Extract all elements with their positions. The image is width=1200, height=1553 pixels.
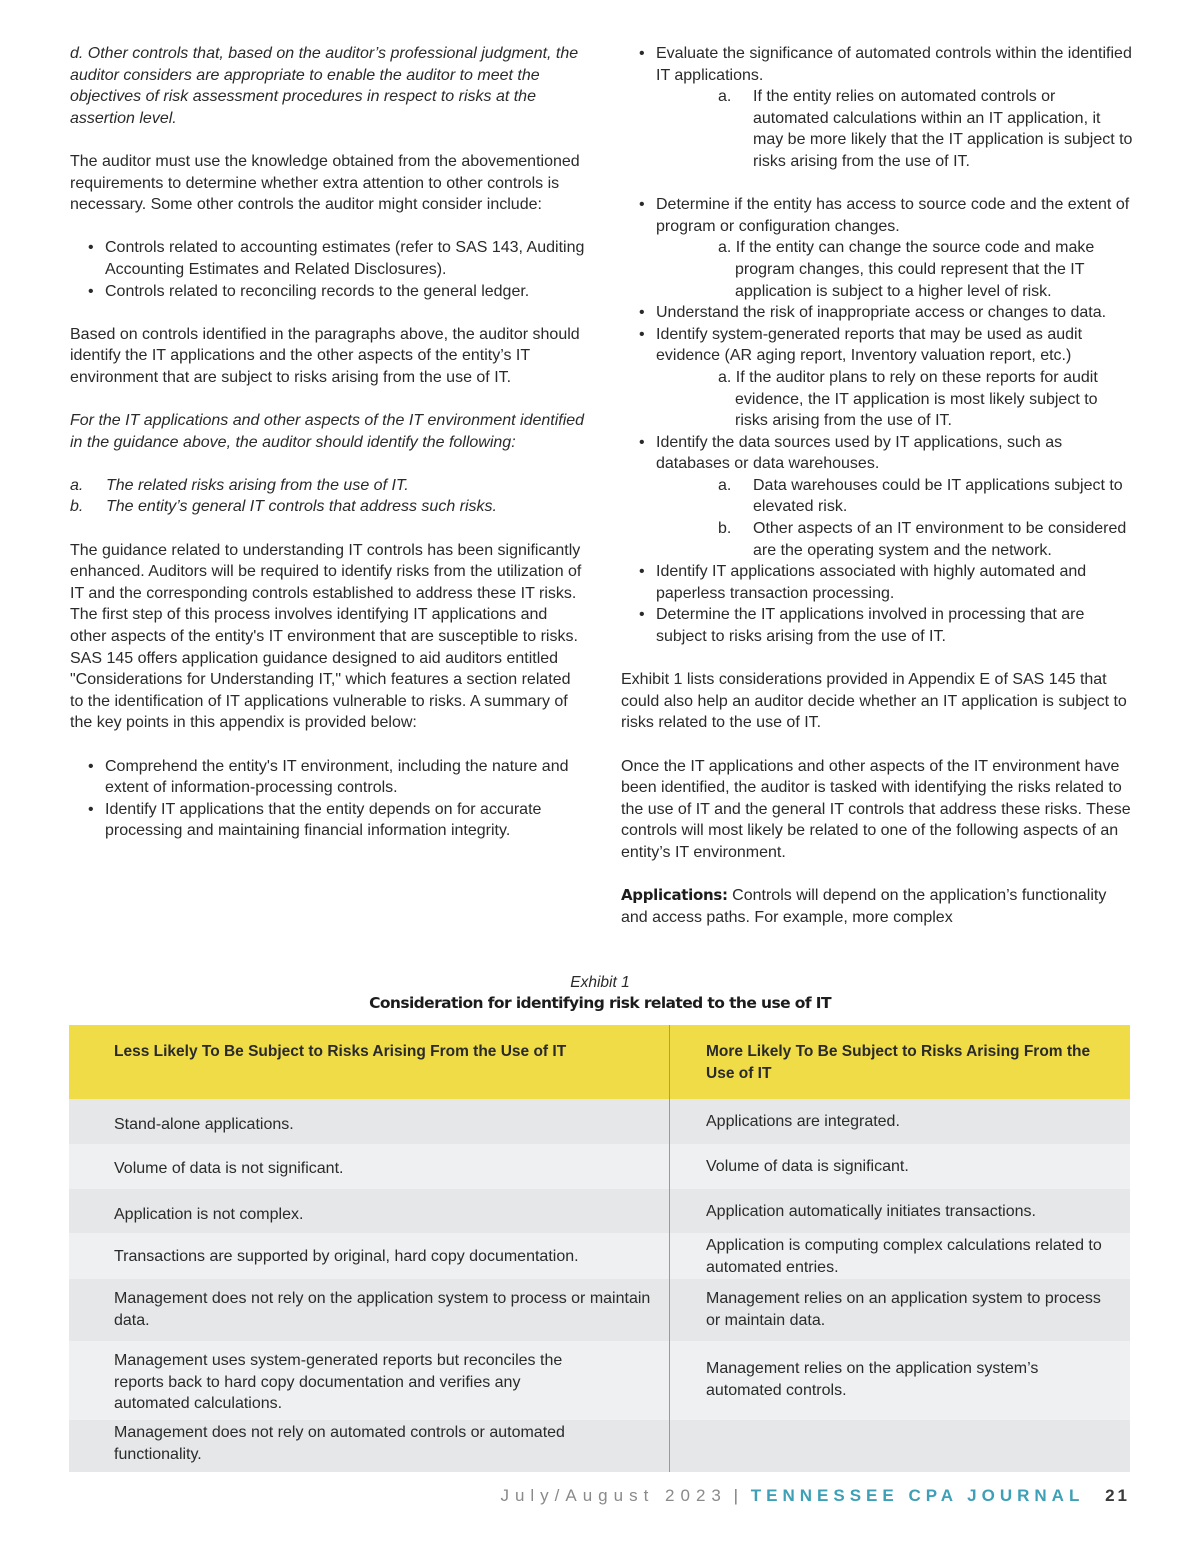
list-item-text: Other aspects of an IT environment to be considered are the operating system and the network.: [753, 520, 1127, 559]
list-marker: a.: [718, 476, 732, 494]
left-column: [70, 43, 585, 842]
list-item: • Determine the IT applications involved in processing that are subject to risks arising from the use of IT.: [621, 604, 1133, 647]
list-item-text: Data warehouses could be IT applications subject to elevated risk.: [753, 476, 1123, 516]
table-row: [69, 1144, 1130, 1189]
table-cell-more-likely: Volume of data is significant.: [706, 1158, 909, 1175]
applications-text: Controls will depend on the application’s functionality and access paths. For example, more complex: [621, 887, 1107, 926]
list-item-text: Identify the data sources used by IT applications, such as databases or data warehouses.: [656, 433, 1063, 473]
footer-separator: |: [733, 1486, 739, 1505]
table-cell-less-likely: Management uses system-generated reports but reconciles the reports back to hard copy documentation and verifies any automated calculations.: [114, 1352, 563, 1413]
column-divider: [669, 1025, 670, 1472]
journal-name: TENNESSEE CPA JOURNAL: [750, 1486, 1085, 1505]
list-marker: b.: [718, 520, 732, 538]
list-item: [621, 194, 1133, 302]
sub-list-item: a. If the auditor plans to rely on these reports for audit evidence, the IT application is most likely subject to risks arising from the use of IT.: [718, 368, 1098, 430]
table-row: [69, 1341, 1130, 1420]
list-item: [621, 43, 1133, 173]
list-item-text: If the entity relies on automated controls or automated calculations within an IT application, it may be more likely that the IT application is subject to risks arising from the use of IT.: [753, 88, 1133, 170]
paragraph-based-on-controls: Based on controls identified in the paragraphs above, the auditor should identify the IT applications and the other aspects of the entity’s IT environment that are subject to risks arising from the use of IT.: [70, 325, 580, 386]
table-cell-more-likely: Management relies on an application system to process or maintain data.: [706, 1290, 1101, 1329]
table-cell-more-likely: Management relies on the application system’s automated controls.: [706, 1360, 1039, 1399]
list-item: [70, 496, 585, 518]
table-header: [69, 1025, 1130, 1099]
table-row: [69, 1420, 1130, 1472]
list-item-text: Evaluate the significance of automated controls within the identified IT applications.: [656, 45, 1132, 84]
table-cell-less-likely: Volume of data is not significant.: [114, 1160, 344, 1177]
table-cell-less-likely: Application is not complex.: [114, 1206, 304, 1223]
sub-list-item: [656, 518, 1133, 561]
paragraph-for-it-applications: For the IT applications and other aspects of the IT environment identified in the guidance above, the auditor should identify the following:: [70, 412, 585, 451]
list-item: [621, 324, 1133, 432]
right-column: [621, 43, 1133, 928]
table-cell-less-likely: Stand-alone applications.: [114, 1116, 294, 1133]
page-footer: [500, 1485, 1130, 1507]
table-row: [69, 1189, 1130, 1233]
exhibit-caption: Exhibit 1: [570, 974, 630, 991]
table-cell-less-likely: Management does not rely on the application system to process or maintain data.: [114, 1290, 651, 1329]
applications-heading: Applications:: [621, 886, 728, 905]
sub-list-item: [656, 86, 1133, 172]
issue-date: July/August 2023: [500, 1486, 727, 1505]
paragraph-applications: [621, 885, 1133, 928]
table-cell-more-likely: Applications are integrated.: [706, 1113, 900, 1130]
list-item: • Identify IT applications that the entity depends on for accurate processing and maintaining financial information integrity.: [70, 799, 585, 842]
list-item-text: Identify system-generated reports that may be used as audit evidence (AR aging report, Inventory valuation report, etc.): [656, 325, 1083, 365]
list-item: • Identify IT applications associated with highly automated and paperless transaction processing.: [621, 561, 1133, 604]
list-marker: a.: [70, 476, 84, 494]
table-row: [69, 1233, 1130, 1279]
exhibit-title: Consideration for identifying risk related to the use of IT: [369, 994, 831, 1012]
list-item-text: The related risks arising from the use of IT.: [106, 476, 409, 494]
paragraph-other-controls: d. Other controls that, based on the auditor’s professional judgment, the auditor considers are appropriate to enable the auditor to meet the objectives of risk assessment procedures in respect to risks at the assertion level.: [70, 45, 579, 127]
list-item: • Comprehend the entity's IT environment, including the nature and extent of information-processing controls.: [70, 756, 585, 799]
paragraph-knowledge: The auditor must use the knowledge obtained from the abovementioned requirements to determine whether extra attention to other controls is necessary. Some other controls the auditor might consider include:: [70, 152, 580, 214]
paragraph-guidance: The guidance related to understanding IT controls has been significantly enhanced. Auditors will be required to identify risks from the utilization of IT and the corresponding controls established to address these IT risks. The first step of this process involves identifying IT applications and other aspects of the entity's IT environment that are susceptible to risks. SAS 145 offers application guidance designed to aid auditors entitled "Considerations for Understanding IT," which features a section related to the identification of IT applications vulnerable to risks. A summary of the key points in this appendix is provided below:: [70, 541, 582, 732]
table-cell-less-likely: Transactions are supported by original, hard copy documentation.: [114, 1248, 579, 1265]
ab-list: [70, 475, 585, 518]
table-cell-more-likely: Application is computing complex calculations related to automated entries.: [706, 1237, 1102, 1276]
table-row: [69, 1279, 1130, 1341]
list-item: [70, 475, 585, 497]
list-marker: b.: [70, 498, 84, 516]
list-item-text: The entity’s general IT controls that address such risks.: [106, 498, 497, 516]
column-header-less-likely: Less Likely To Be Subject to Risks Arising From the Use of IT: [114, 1043, 567, 1060]
list-item-text: Determine if the entity has access to source code and the extent of program or configuration changes.: [656, 196, 1130, 235]
bullet-list-it-considerations: [621, 43, 1133, 648]
table-row: [69, 1099, 1130, 1144]
column-header-more-likely: More Likely To Be Subject to Risks Arising From the Use of IT: [706, 1043, 1091, 1082]
paragraph-exhibit-reference: Exhibit 1 lists considerations provided in Appendix E of SAS 145 that could also help an auditor decide whether an IT application is subject to risks related to the use of IT.: [621, 671, 1127, 732]
list-item: • Controls related to reconciling records to the general ledger.: [70, 281, 585, 303]
sub-list-item: a. If the entity can change the source code and make program changes, this could represent that the IT application is subject to a higher level of risk.: [718, 239, 1095, 300]
list-item: • Understand the risk of inappropriate access or changes to data.: [621, 302, 1133, 324]
sub-list-item: [656, 475, 1133, 518]
page-number: 21: [1105, 1486, 1130, 1505]
table-cell-more-likely: Application automatically initiates transactions.: [706, 1203, 1036, 1220]
table-cell-less-likely: Management does not rely on automated controls or automated functionality.: [114, 1424, 565, 1463]
list-item: [621, 432, 1133, 562]
list-marker: a.: [718, 88, 732, 106]
list-item: • Controls related to accounting estimates (refer to SAS 143, Auditing Accounting Estimates and Related Disclosures).: [70, 237, 585, 280]
bullet-list-other-controls: [70, 237, 585, 302]
exhibit-table: [69, 1025, 1130, 1472]
paragraph-once-identified: Once the IT applications and other aspects of the IT environment have been identified, the auditor is tasked with identifying the risks related to the use of IT and the general IT controls that address these risks. These controls will most likely be related to one of the following aspects of an entity’s IT environment.: [621, 757, 1131, 861]
bullet-list-summary: [70, 756, 585, 842]
